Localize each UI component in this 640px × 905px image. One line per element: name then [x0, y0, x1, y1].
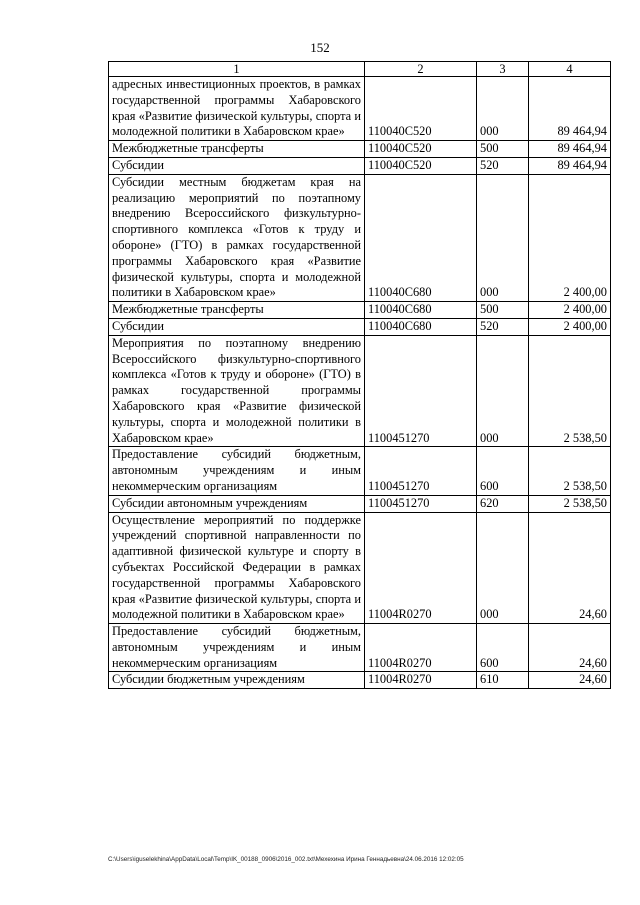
row-name-cell: Субсидии бюджетным учреждениям	[109, 672, 365, 689]
row-type-cell: 000	[477, 335, 529, 447]
row-type-cell: 500	[477, 141, 529, 158]
column-header-4: 4	[529, 62, 611, 77]
row-code-cell: 110040С680	[365, 302, 477, 319]
table-row	[109, 624, 611, 672]
row-amount-cell: 2 400,00	[529, 318, 611, 335]
table-row	[109, 302, 611, 319]
row-type-cell: 520	[477, 318, 529, 335]
row-type-cell: 500	[477, 302, 529, 319]
table-header-row	[109, 62, 611, 77]
row-code-cell: 110040С680	[365, 318, 477, 335]
row-code-cell: 110040С680	[365, 174, 477, 301]
row-name-cell: Субсидии	[109, 157, 365, 174]
row-name-cell: Предоставление субсидий бюджетным, автономным учреждениям и иным некоммерческим организациям	[109, 447, 365, 495]
row-name-cell: Предоставление субсидий бюджетным, автономным учреждениям и иным некоммерческим организациям	[109, 624, 365, 672]
row-amount-cell: 24,60	[529, 512, 611, 624]
table-row	[109, 77, 611, 141]
row-type-cell: 620	[477, 495, 529, 512]
column-header-3: 3	[477, 62, 529, 77]
row-type-cell: 610	[477, 672, 529, 689]
column-header-1: 1	[109, 62, 365, 77]
row-type-cell: 000	[477, 512, 529, 624]
row-type-cell: 600	[477, 624, 529, 672]
file-path-footer: C:\Users\iguselekhina\AppData\Local\Temp\IK_00188_0906\2016_002.txt\Мехехина Ирина Геннадьевна\24.06.2016 12:02:05	[108, 856, 464, 863]
table-row	[109, 512, 611, 624]
row-code-cell: 110040С520	[365, 77, 477, 141]
row-code-cell: 1100451270	[365, 495, 477, 512]
row-name-cell: Межбюджетные трансферты	[109, 302, 365, 319]
row-type-cell: 000	[477, 77, 529, 141]
row-code-cell: 11004R0270	[365, 512, 477, 624]
row-code-cell: 1100451270	[365, 335, 477, 447]
row-name-cell: Межбюджетные трансферты	[109, 141, 365, 158]
row-amount-cell: 89 464,94	[529, 141, 611, 158]
table-row	[109, 141, 611, 158]
row-amount-cell: 89 464,94	[529, 157, 611, 174]
row-type-cell: 000	[477, 174, 529, 301]
row-amount-cell: 89 464,94	[529, 77, 611, 141]
table-row	[109, 335, 611, 447]
table-row	[109, 672, 611, 689]
row-name-cell: Осуществление мероприятий по поддержке учреждений спортивной направленности по адаптивной физической культуре и спорту в субъектах Российской Федерации в рамках государственной программы Хабаровского края «Развитие физической культуры, спорта и молодежной политики в Хабаровском крае»	[109, 512, 365, 624]
row-code-cell: 110040С520	[365, 141, 477, 158]
row-code-cell: 11004R0270	[365, 672, 477, 689]
table-row	[109, 318, 611, 335]
row-amount-cell: 2 400,00	[529, 174, 611, 301]
row-type-cell: 520	[477, 157, 529, 174]
row-code-cell: 1100451270	[365, 447, 477, 495]
table-row	[109, 157, 611, 174]
table-row	[109, 495, 611, 512]
table-row	[109, 174, 611, 301]
row-name-cell: Субсидии	[109, 318, 365, 335]
page-number: 152	[310, 40, 330, 55]
row-name-cell: Субсидии местным бюджетам края на реализацию мероприятий по поэтапному внедрению Всероссийского физкультурно-спортивного комплекса «Готов к труду и обороне» (ГТО) в рамках государственной программы Хабаровского края «Развитие физической культуры, спорта и молодежной политики в Хабаровском крае»	[109, 174, 365, 301]
row-type-cell: 600	[477, 447, 529, 495]
row-amount-cell: 24,60	[529, 624, 611, 672]
row-name-cell: адресных инвестиционных проектов, в рамках государственной программы Хабаровского края «Развитие физической культуры, спорта и молодежной политики в Хабаровском крае»	[109, 77, 365, 141]
row-amount-cell: 2 538,50	[529, 495, 611, 512]
row-name-cell: Мероприятия по поэтапному внедрению Всероссийского физкультурно-спортивного комплекса «Готов к труду и обороне» (ГТО) в рамках государственной программы Хабаровского края «Развитие физической культуры, спорта и молодежной политики в Хабаровском крае»	[109, 335, 365, 447]
table-row	[109, 447, 611, 495]
row-amount-cell: 24,60	[529, 672, 611, 689]
row-code-cell: 11004R0270	[365, 624, 477, 672]
row-amount-cell: 2 400,00	[529, 302, 611, 319]
budget-table	[108, 61, 611, 689]
row-code-cell: 110040С520	[365, 157, 477, 174]
row-amount-cell: 2 538,50	[529, 335, 611, 447]
row-amount-cell: 2 538,50	[529, 447, 611, 495]
row-name-cell: Субсидии автономным учреждениям	[109, 495, 365, 512]
column-header-2: 2	[365, 62, 477, 77]
